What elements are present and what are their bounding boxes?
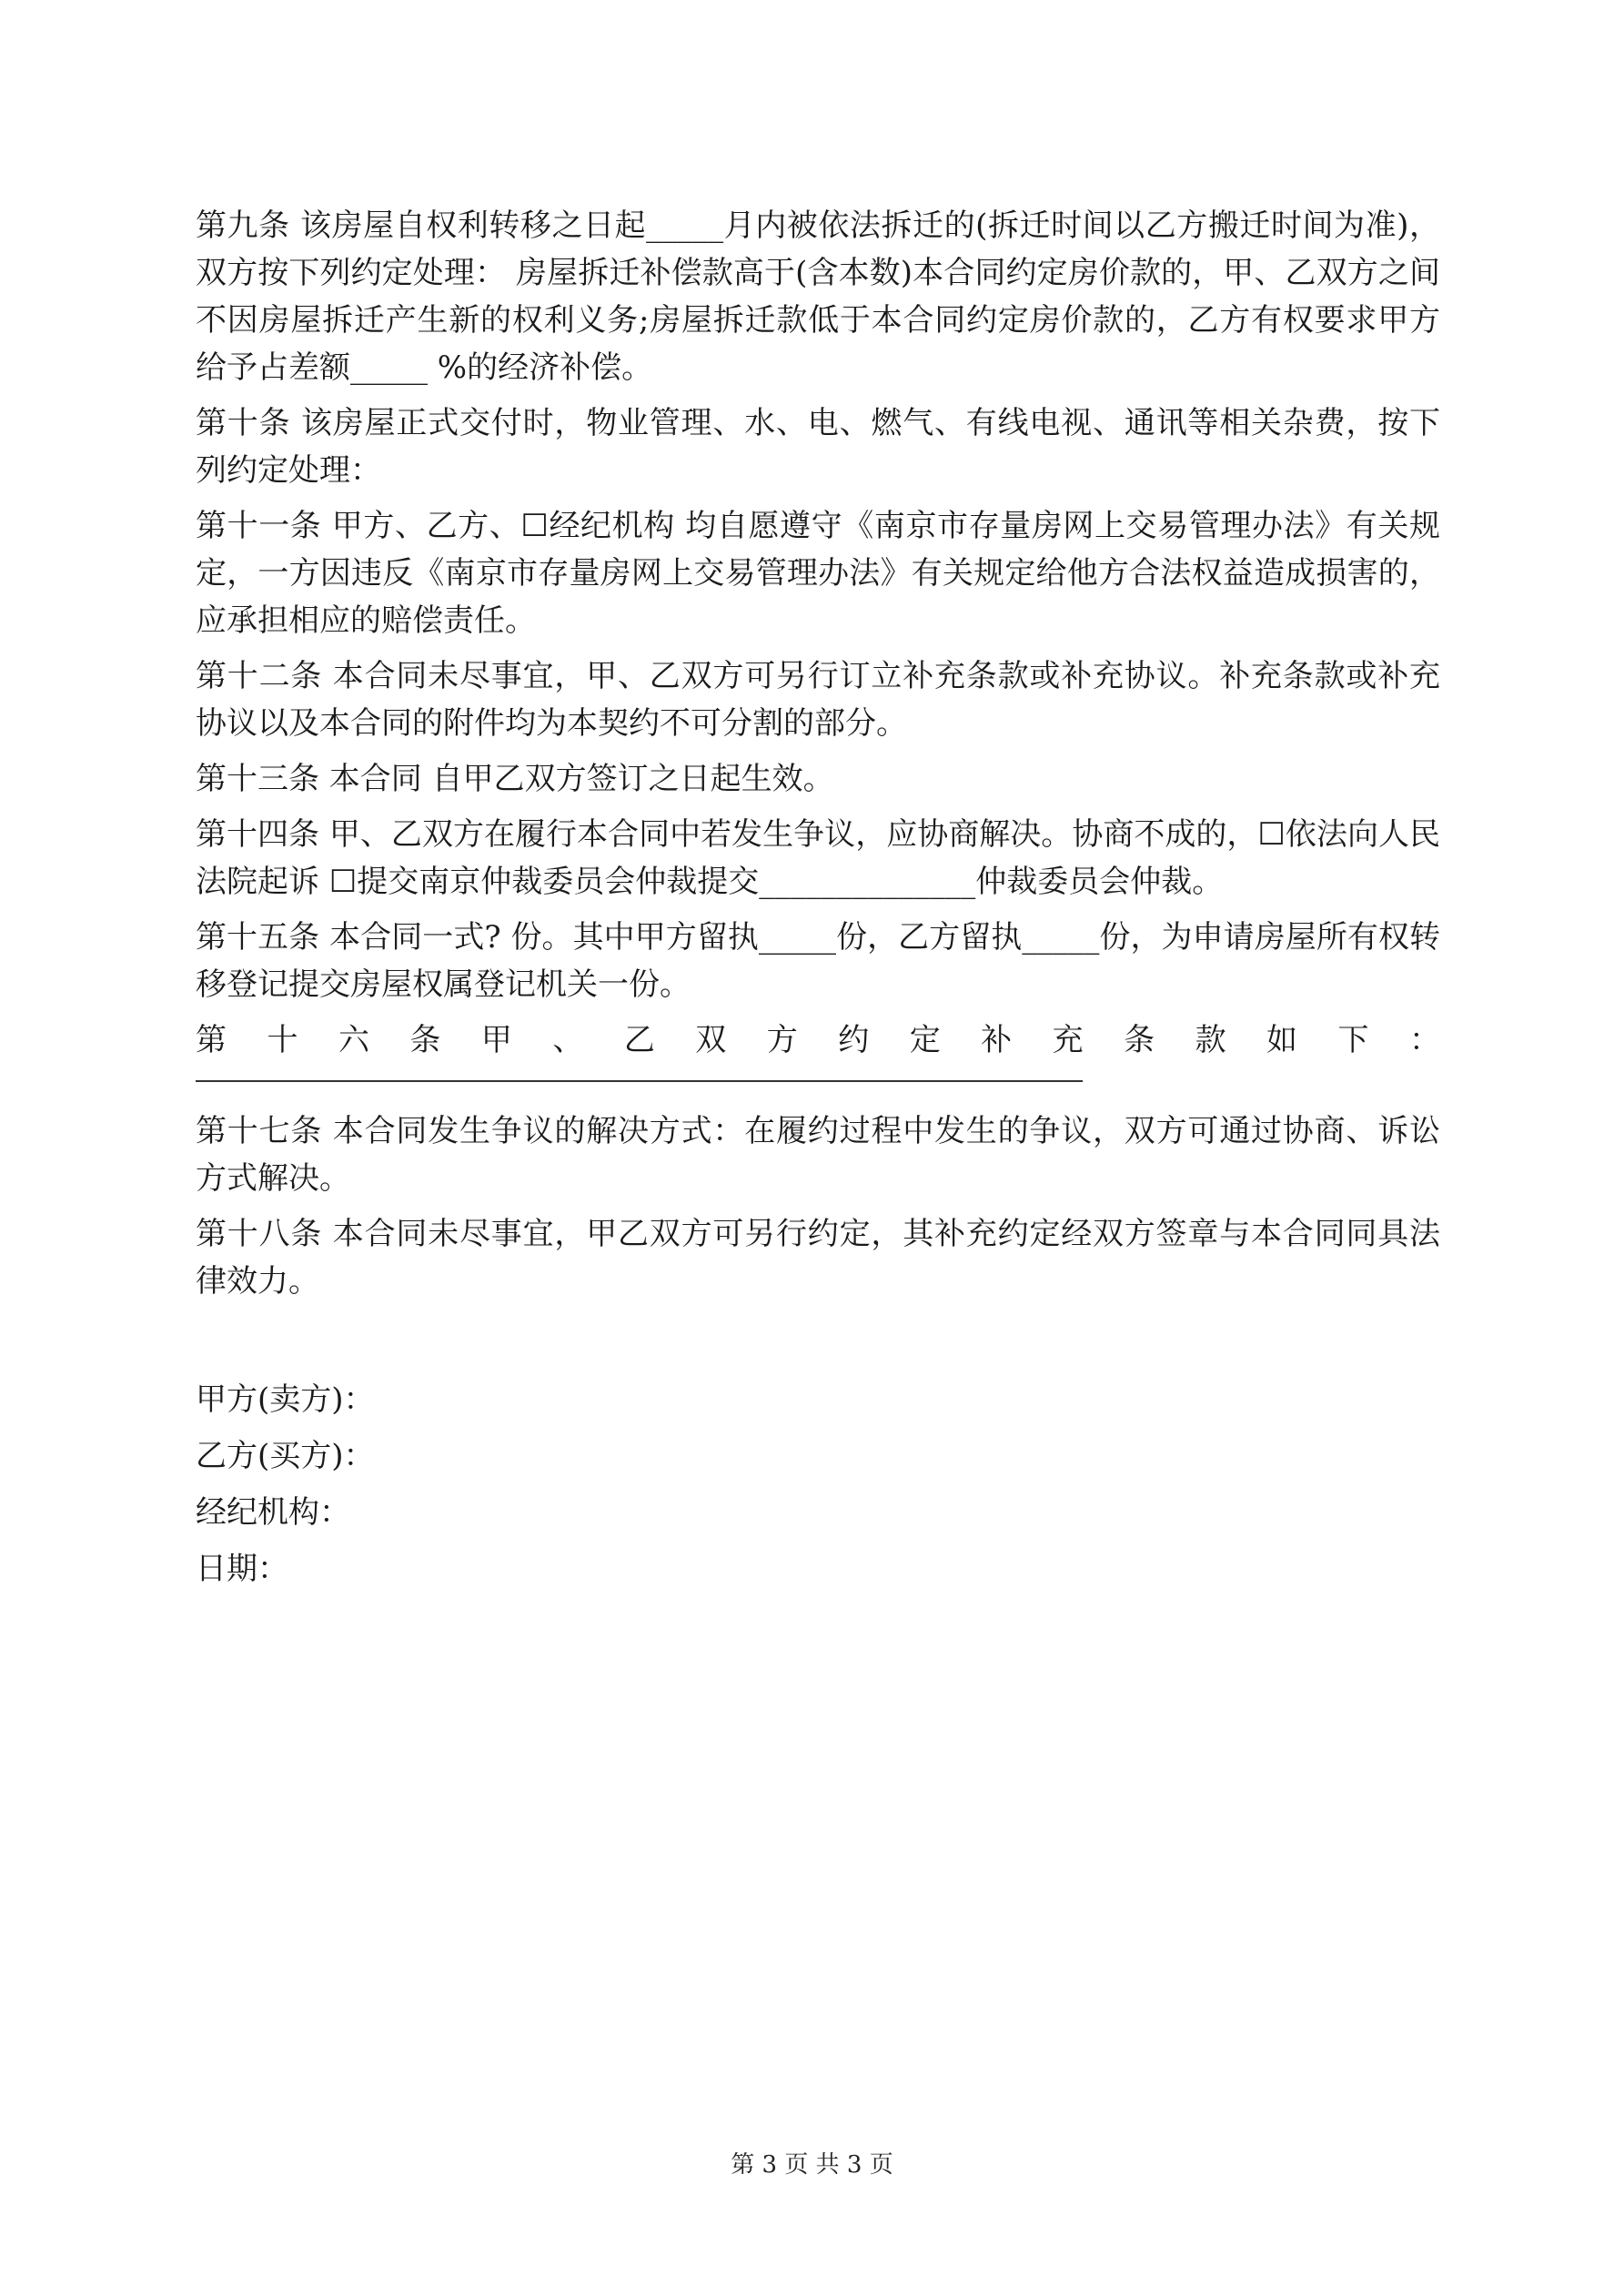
- clause-12: 第十二条 本合同未尽事宜，甲、乙双方可另行订立补充条款或补充协议。补充条款或补充协议以及本合同的附件均为本契约不可分割的部分。: [196, 658, 1440, 742]
- clause-15: 第十五条 本合同一式? 份。其中甲方留执_____份，乙方留执_____份，为申请房屋所有权转移登记提交房屋权属登记机关一份。: [196, 919, 1440, 1003]
- clause-13: 第十三条 本合同 自甲乙双方签订之日起生效。: [196, 761, 834, 797]
- clause-17: 第十七条 本合同发生争议的解决方式：在履约过程中发生的争议，双方可通过协商、诉讼方式解决。: [196, 1113, 1440, 1197]
- clause-9: 第九条 该房屋自权利转移之日起_____月内被依法拆迁的(拆迁时间以乙方搬迁时间为准)，双方按下列约定处理： 房屋拆迁补偿款高于(含本数)本合同约定房价款的，甲、乙双方之间不因房屋拆迁产生新的权利义务;房屋拆迁款低于本合同约定房价款的，乙方有权要求甲方给予占差额_____ %的经济补偿。: [196, 207, 1440, 386]
- clause-14: 第十四条 甲、乙双方在履行本合同中若发生争议，应协商解决。协商不成的，☐依法向人民法院起诉 ☐提交南京仲裁委员会仲裁提交______________仲裁委员会仲裁。: [196, 816, 1440, 900]
- signature-block: [196, 1376, 1440, 1593]
- supplementary-terms-blank-line: [196, 1071, 1083, 1082]
- clause-11: 第十一条 甲方、乙方、☐经纪机构 均自愿遵守《南京市存量房网上交易管理办法》有关规定，一方因违反《南京市存量房网上交易管理办法》有关规定给他方合法权益造成损害的，应承担相应的赔偿责任。: [196, 508, 1440, 639]
- clause-18: 第十八条 本合同未尽事宜，甲乙双方可另行约定，其补充约定经双方签章与本合同同具法律效力。: [196, 1216, 1440, 1300]
- clause-10: 第十条 该房屋正式交付时，物业管理、水、电、燃气、有线电视、通讯等相关杂费，按下列约定处理：: [196, 405, 1440, 489]
- signature-date: 日期：: [196, 1551, 288, 1587]
- clause-16: 第 十 六 条 甲 、 乙 双 方 约 定 补 充 条 款 如 下 ：: [196, 1022, 1440, 1058]
- page-number-footer: 第 3 页 共 3 页: [731, 2151, 893, 2179]
- agency-signature: 经纪机构：: [196, 1494, 350, 1531]
- party-a-signature: 甲方(卖方)：: [196, 1381, 375, 1418]
- party-b-signature: 乙方(买方)：: [196, 1438, 375, 1474]
- contract-body: [196, 202, 1440, 1602]
